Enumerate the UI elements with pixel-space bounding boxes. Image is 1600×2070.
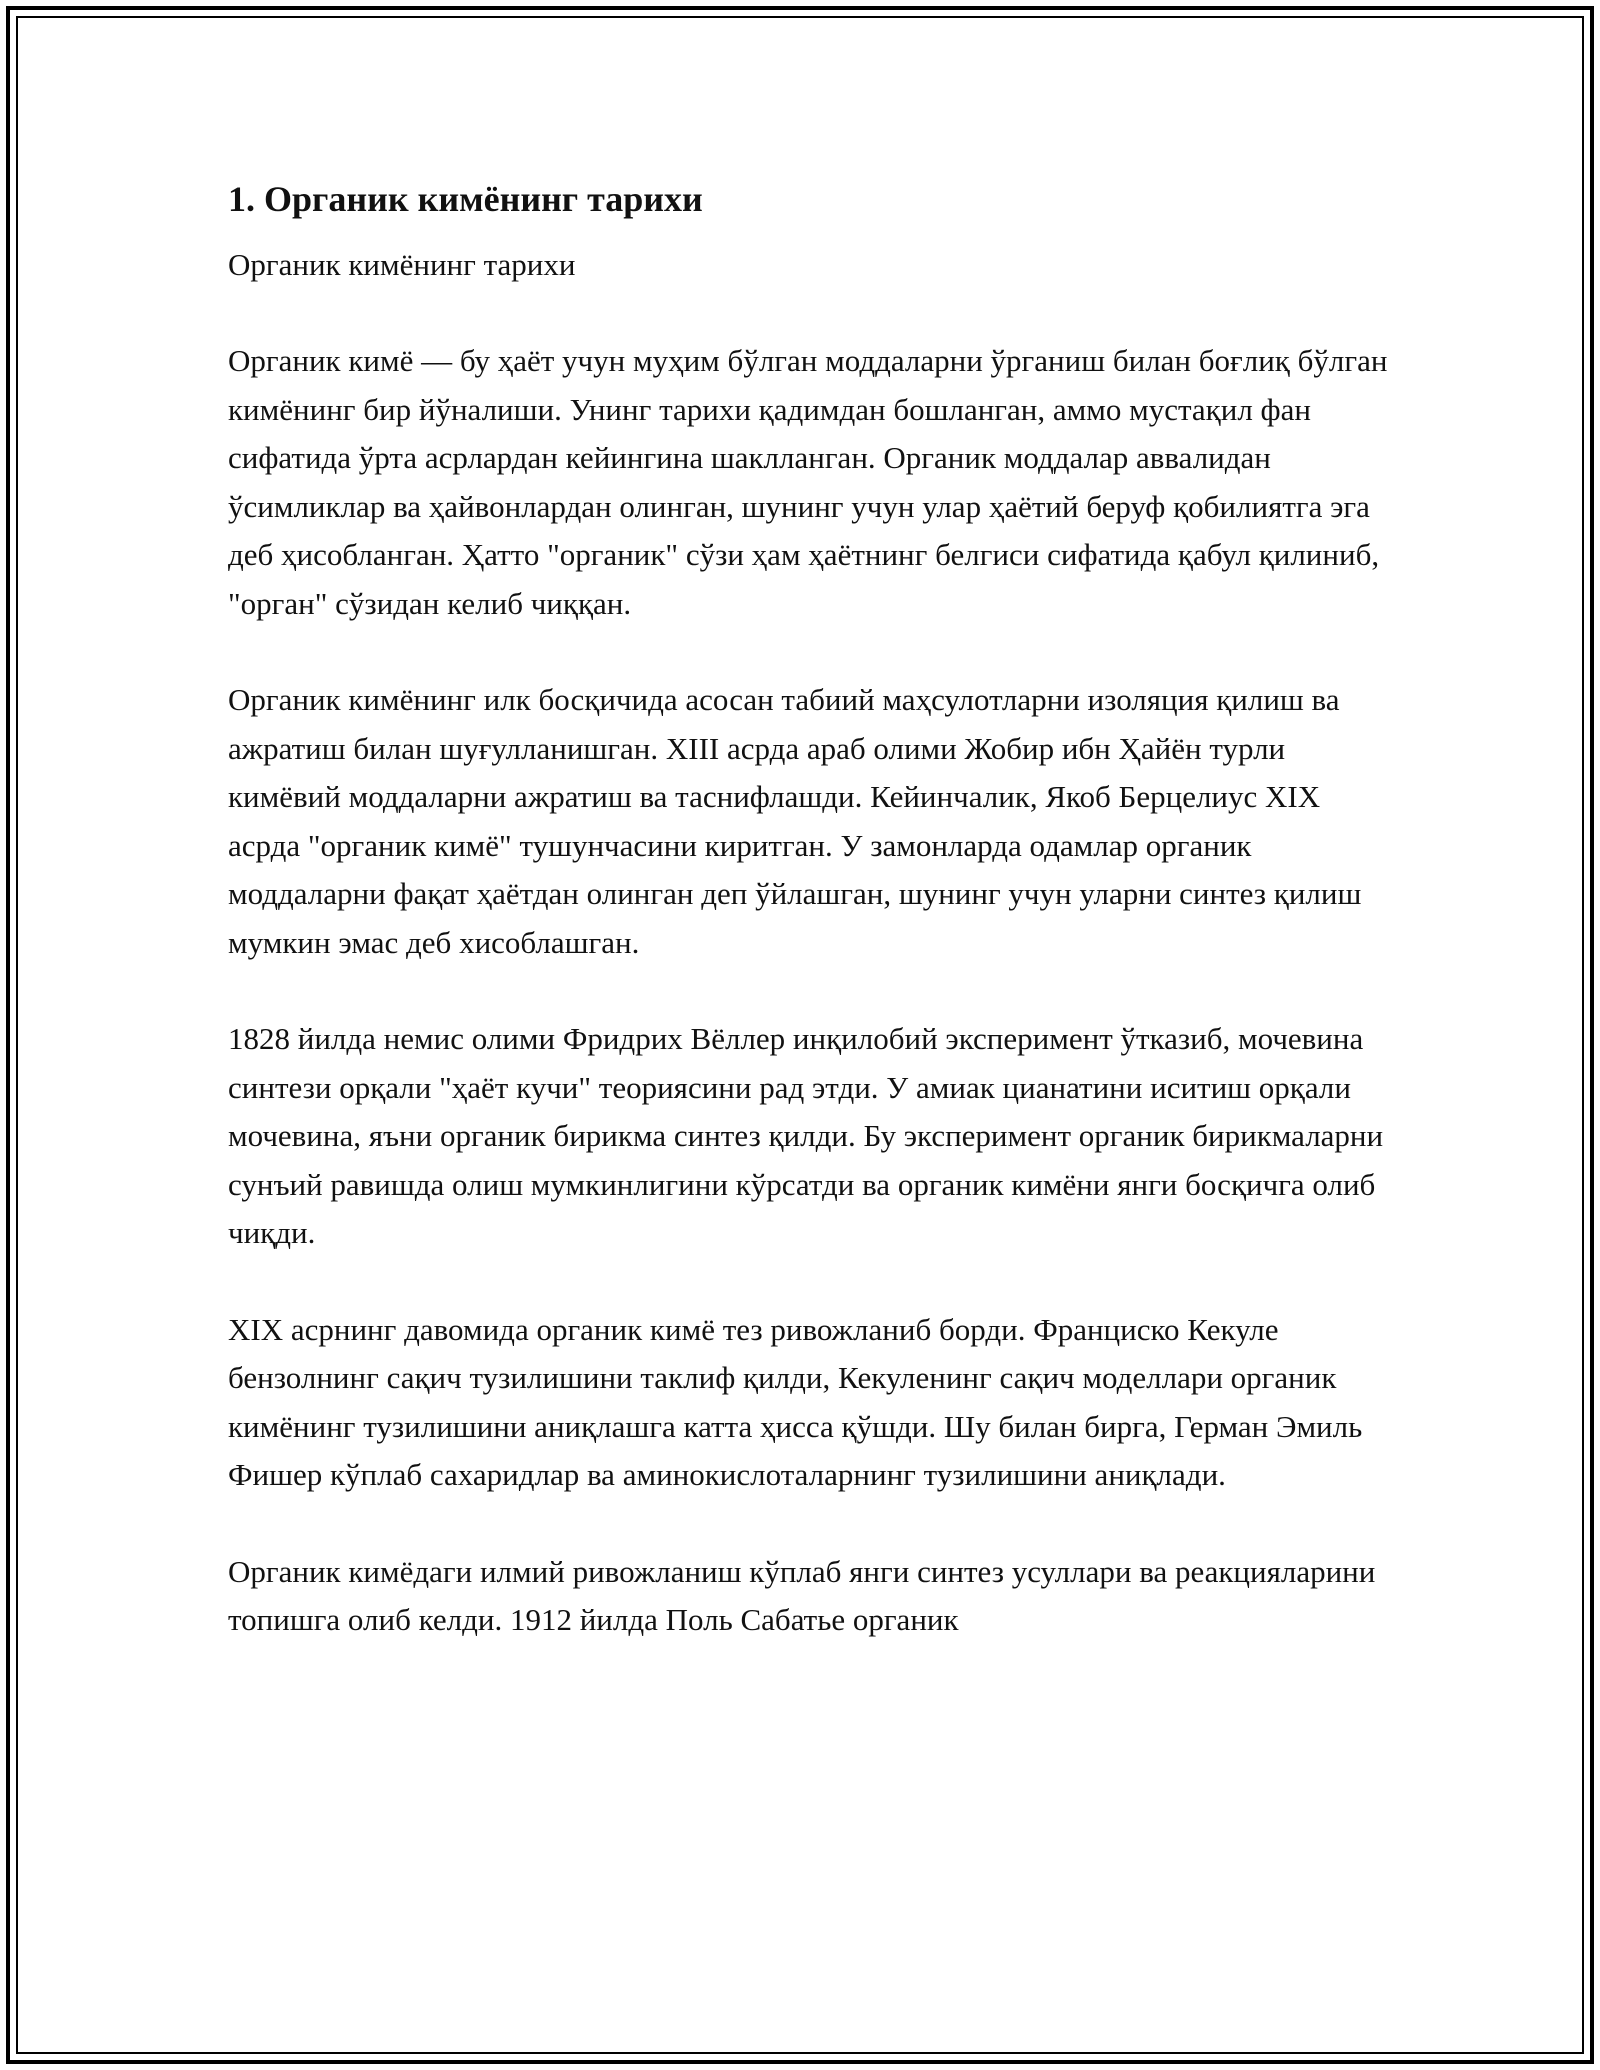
paragraph: Органик кимёнинг илк босқичида асосан табиий маҳсулотларни изоляция қилиш ва ажратиш билан шуғулланишган. XIII асрда араб олими Жобир ибн Ҳайён турли кимёвий моддаларни ажратиш ва таснифлашди. Кейинчалик, Якоб Берцелиус XIX асрда "органик кимё" тушунчасини киритган. У замонларда одамлар органик моддаларни фақат ҳаётдан олинган деп ўйлашган, шунинг учун уларни синтез қилиш мумкин эмас деб хисоблашган. (228, 682, 1362, 960)
paragraph: XIX асрнинг давомида органик кимё тез ривожланиб борди. Франциско Кекуле бензолнинг сақич тузилишини таклиф қилди, Кекуленинг сақич моделлари органик кимёнинг тузилишини аниқлашга катта ҳисса қўшди. Шу билан бирга, Герман Эмиль Фишер кўплаб сахаридлар ва аминокислоталарнинг тузилишини аниқлади. (228, 1311, 1363, 1493)
paragraph: 1828 йилда немис олими Фридрих Вёллер инқилобий эксперимент ўтказиб, мочевина синтези орқали "ҳаёт кучи" теориясини рад этди. У амиак цианатини иситиш орқали мочевина, яъни органик бирикма синтез қилди. Бу эксперимент органик бирикмаларни сунъий равишда олиш мумкинлигини кўрсатди ва органик кимёни янги босқичга олиб чиқди. (228, 1021, 1384, 1251)
paragraph: Органик кимё — бу ҳаёт учун муҳим бўлган моддаларни ўрганиш билан боғлиқ бўлган кимёнинг бир йўналиши. Унинг тарихи қадимдан бошланган, аммо мустақил фан сифатида ўрта асрлардан кейингина шаклланган. Органик моддалар аввалидан ўсимликлар ва ҳайвонлардан олинган, шунинг учун улар ҳаётий беруф қобилиятга эга деб ҳисобланган. Ҳатто "органик" сўзи ҳам ҳаётнинг белгиси сифатида қабул қилиниб, "орган" сўзидан келиб чиққан. (228, 343, 1388, 621)
document-body (228, 178, 1388, 1693)
document-title: 1. Органик кимёнинг тарихи (228, 179, 703, 219)
document-subtitle: Органик кимёнинг тарихи (228, 247, 576, 283)
paragraph: Органик кимёдаги илмий ривожланиш кўплаб янги синтез усуллари ва реакцияларини топишга олиб келди. 1912 йилда Поль Сабатье органик (228, 1553, 1376, 1638)
